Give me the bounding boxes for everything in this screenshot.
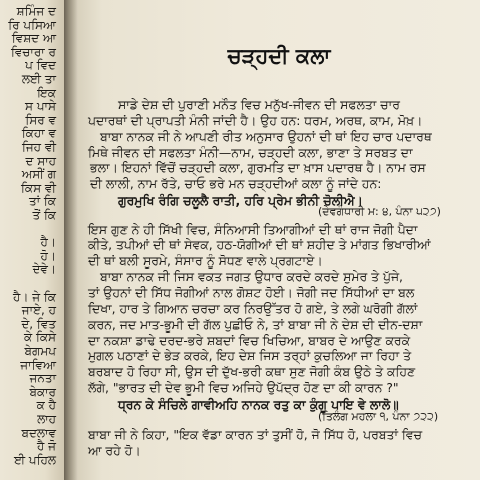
- body-line: ਬਾਬਾ ਜੀ ਨੇ ਕਿਹਾ, "ਇਕ ਵੱਡਾ ਕਾਰਨ ਤਾਂ ਤੁਸੀਂ ਹੋ, ਜੋ ਸਿੱਧ ਹੋ, ਪਰਬਤਾਂ ਵਿਚ: [88, 426, 422, 442]
- left-page-line: ਲਈ ਤਾ: [21, 72, 56, 86]
- left-page-line: ਵਿਸ਼ਦ ਆ: [11, 31, 56, 46]
- left-page-line: ਬੇਗਮਪ: [24, 344, 56, 358]
- left-page-line: ਈ ਪਹਿਲ: [13, 452, 56, 467]
- citation-line: (ਤਿਲੰਗ ਮਹਲਾ ੧, ਪੰਨਾ ੭੨੨): [318, 410, 439, 424]
- body-line: ਸਾਡੇ ਦੇਸ਼ ਦੀ ਪੁਰਾਣੀ ਮਨੌਤ ਵਿਚ ਮਨੁੱਖ-ਜੀਵਨ ਦੀ ਸਫਲਤਾ ਚਾਰ: [118, 97, 400, 112]
- body-line: ਕੀਤੇ, ਤਪੀਆਂ ਦੀ ਥਾਂ ਸੇਵਕ, ਹਠ-ਯੋਗੀਆਂ ਦੀ ਥਾਂ ਸ਼ਹੀਦ ਤੇ ਮਾਂਗਤ ਭਿਖਾਰੀਆਂ: [88, 237, 431, 253]
- left-page-line: ਬਦਲਾਵ: [21, 425, 56, 440]
- body-line: ਬਾਬਾ ਨਾਨਕ ਜੀ ਜਿਸ ਵਕਤ ਜਗਤ ਉਧਾਰ ਕਰਦੇ ਕਰਦੇ ਸੁਮੇਰ ਤੇ ਪੁੱਜੇ,: [100, 269, 403, 285]
- body-line: ਦਿਖਾ, ਹਾਰ ਤੇ ਗਿਆਨ ਚਰਚਾ ਕਰ ਨਿਰਉੱਤਰ ਹੋ ਗਏ, ਤੇ ਲਗੇ ਘਰੋਗੀ ਗੱਲਾਂ: [88, 300, 418, 316]
- left-page-line: ਜਾਏ, ਹ: [21, 303, 56, 318]
- left-page-line: ਜਨਤਾ: [29, 371, 56, 386]
- left-page: [0, 0, 64, 480]
- body-line: ਭਲਾ। ਇਹਨਾਂ ਵਿੱਚੋਂ ਚੜ੍ਹਦੀ ਕਲਾ, ਗੁਰਮਤਿ ਦਾ ਖ਼ਾਸ ਪਦਾਰਥ ਹੈ। ਨਾਮ ਰਸ: [90, 160, 426, 176]
- body-line: ਇਸ ਗੁਣ ਨੇ ਹੀ ਸਿੱਖੀ ਵਿਚ, ਸੰਨਿਆਸੀ ਤਿਆਗੀਆਂ ਦੀ ਥਾਂ ਰਾਜ ਜੋਗੀ ਪੈਦਾ: [88, 221, 418, 237]
- left-page-line: ਰਿ ਪਸਿਆ: [8, 17, 56, 32]
- body-line: ਬਾਬਾ ਨਾਨਕ ਜੀ ਨੇ ਆਪਣੀ ਰੀਤ ਅਨੁਸਾਰ ਉਹਨਾਂ ਦੀ ਥਾਂ ਇਹ ਚਾਰ ਪਦਾਰਥ: [100, 128, 432, 144]
- left-page-line: ਦੇਵੇ।: [32, 262, 56, 277]
- left-page-line: ਦੇ, ਵਿਤ: [21, 316, 56, 331]
- left-page-line: ਕ ਹੈ: [36, 398, 56, 413]
- body-line: ਦਾ ਨਕਸ਼ਾ ਡਾਢੇ ਦਰਦ-ਭਰੇ ਸ਼ਬਦਾਂ ਵਿਚ ਖਿਚਿਆ, ਬਾਬਰ ਦੇ ਆਉਣ ਕਰਕੇ: [88, 332, 411, 348]
- page-body: [78, 0, 480, 480]
- left-page-line: ਪ ਵਿਦ: [25, 58, 56, 73]
- left-page-line: ਸਿਰ ਵ: [25, 112, 56, 127]
- left-page-line: ਸ਼ਮਿੰਜ ਦ: [16, 4, 56, 18]
- body-line: ਤਾਂ ਉਹਨਾਂ ਦੀ ਸਿੱਧ ਜੋਗੀਆਂ ਨਾਲ ਗੋਸ਼ਟ ਹੋਈ। ਜੋਗੀ ਜਦ ਸਿੱਧੀਆਂ ਦਾ ਬਲ: [88, 284, 415, 300]
- left-page-line: ਕਿਹਾ ਵ: [21, 126, 56, 141]
- left-page-line: ਸ ਪਾਸੇ: [25, 99, 56, 114]
- left-page-line: ਵਿਚਾਰਾ ਰ: [10, 44, 56, 59]
- left-page-line: ਇਕ: [37, 85, 56, 100]
- left-page-line: ਦ ਸਾਹ: [25, 153, 56, 168]
- body-line: ਦੀ ਥਾਂ ਬਲੀ ਸੂਰਮੇ, ਸੰਸਾਰ ਨੂੰ ਸੋਧਣ ਵਾਲੇ ਪ੍ਰਗਟਾਏ।: [88, 253, 323, 269]
- body-line: ਮੁਗਲ ਪਠਾਣਾਂ ਦੇ ਭੇੜ ਕਰਕੇ, ਇਹ ਦੇਸ਼ ਜਿਸ ਤਰ੍ਹਾਂ ਕੁਚਲਿਆ ਜਾ ਰਿਹਾ ਤੇ: [88, 348, 412, 364]
- left-page-line: ਜਾਵਿਆ: [20, 357, 56, 372]
- body-line: ਪਦਾਰਥਾਂ ਦੀ ਪ੍ਰਾਪਤੀ ਮੰਨੀ ਜਾਂਦੀ ਹੈ। ਉਹ ਹਨ: ਧਰਮ, ਅਰਥ, ਕਾਮ, ਮੋਖ਼।: [88, 112, 423, 128]
- left-page-line: ਹੈ ਜੋ: [36, 439, 56, 454]
- left-page-line: ਤੋਂ ਕਿ: [32, 208, 56, 222]
- left-page-line: ਬੇਕਾਰ: [29, 384, 56, 399]
- verse-line: ਗੁਰਮੁਖਿ ਰੰਗਿ ਚਲੂਲੈ ਰਾਤੀ, ਹਰਿ ਪ੍ਰੇਮ ਭੀਨੀ ਚੋਲੀਐ।: [118, 192, 363, 208]
- body-line: ਦੀ ਲਾਲੀ, ਨਾਮ ਰੱਤੇ, ਚਾਓ ਭਰੇ ਮਨ ਚੜ੍ਹਦੀਆਂ ਕਲਾ ਨੂੰ ਜਾਂਦੇ ਹਨ:: [90, 176, 382, 192]
- left-page-line: ਲਾਹ: [37, 412, 56, 426]
- left-page-line: ਕਿਸ ਵੀ: [21, 180, 56, 195]
- left-page-line: ਹੈ।: [40, 235, 56, 250]
- right-page: [78, 0, 480, 480]
- citation-line: (ਦੇਵਗੰਧਾਰੀ ਮ: ੪, ਪੰਨਾ ੫੨੭): [318, 204, 441, 218]
- book-gutter: [64, 0, 78, 480]
- left-page-line: ਅਸੀਂ ਗ: [21, 167, 56, 182]
- body-line: ਕਰਨ, ਜਦ ਮਾਤ-ਭੂਮੀ ਦੀ ਗੱਲ ਪੁਛੀਓ ਨੇ, ਤਾਂ ਬਾਬਾ ਜੀ ਨੇ ਦੇਸ਼ ਦੀ ਦੀਨ-ਦਸ਼ਾ: [88, 316, 423, 332]
- page-heading: ਚੜ੍ਹਦੀ ਕਲਾ: [227, 44, 331, 68]
- body-line: ਲੱਗੇ, "ਭਾਰਤ ਦੀ ਦੇਵ ਭੂਮੀ ਵਿਚ ਅਜਿਹੇ ਉਪੱਦ੍ਰ ਹੋਣ ਦਾ ਕੀ ਕਾਰਨ ?": [88, 380, 399, 396]
- body-line: ਬਰਬਾਦ ਹੋ ਰਿਹਾ ਸੀ, ਉਸ ਦੀ ਦੁੱਖ-ਭਰੀ ਕਥਾ ਸੁਣ ਜੋਗੀ ਕੰਬ ਉਠੇ ਤੇ ਕਹਿਣ: [88, 364, 416, 380]
- left-page-line: ਜਿਹ ਵੀ: [21, 140, 56, 154]
- body-line: ਮਿਥੇ ਜੀਵਨ ਦੀ ਸਫਲਤਾ ਮੰਨੀ—ਨਾਮ, ਚੜ੍ਹਦੀ ਕਲਾ, ਭਾਣਾ ਤੇ ਸਰਬਤ ਦਾ: [88, 144, 413, 160]
- left-page-line: ਹੈ। ਜੇ ਕਿ: [13, 289, 56, 304]
- left-page-line: ਹੋ।: [40, 248, 56, 263]
- left-page-line: ਕੇ ਕਿਸੇ: [23, 330, 56, 345]
- body-line: ਆ ਰਹੇ ਹੋ।: [88, 442, 141, 458]
- verse-line: ਧ੍ਰਨ ਕੇ ਸੰਚਿਲੇ ਗਾਵੀਅਹਿ ਨਾਨਕ ਰਤੁ ਕਾ ਕੁੰਗੂ ਪਾਇ ਵੇ ਲਾਲੋ॥: [118, 396, 399, 412]
- left-page-line: ਤਾਂ ਕਿ: [29, 194, 56, 209]
